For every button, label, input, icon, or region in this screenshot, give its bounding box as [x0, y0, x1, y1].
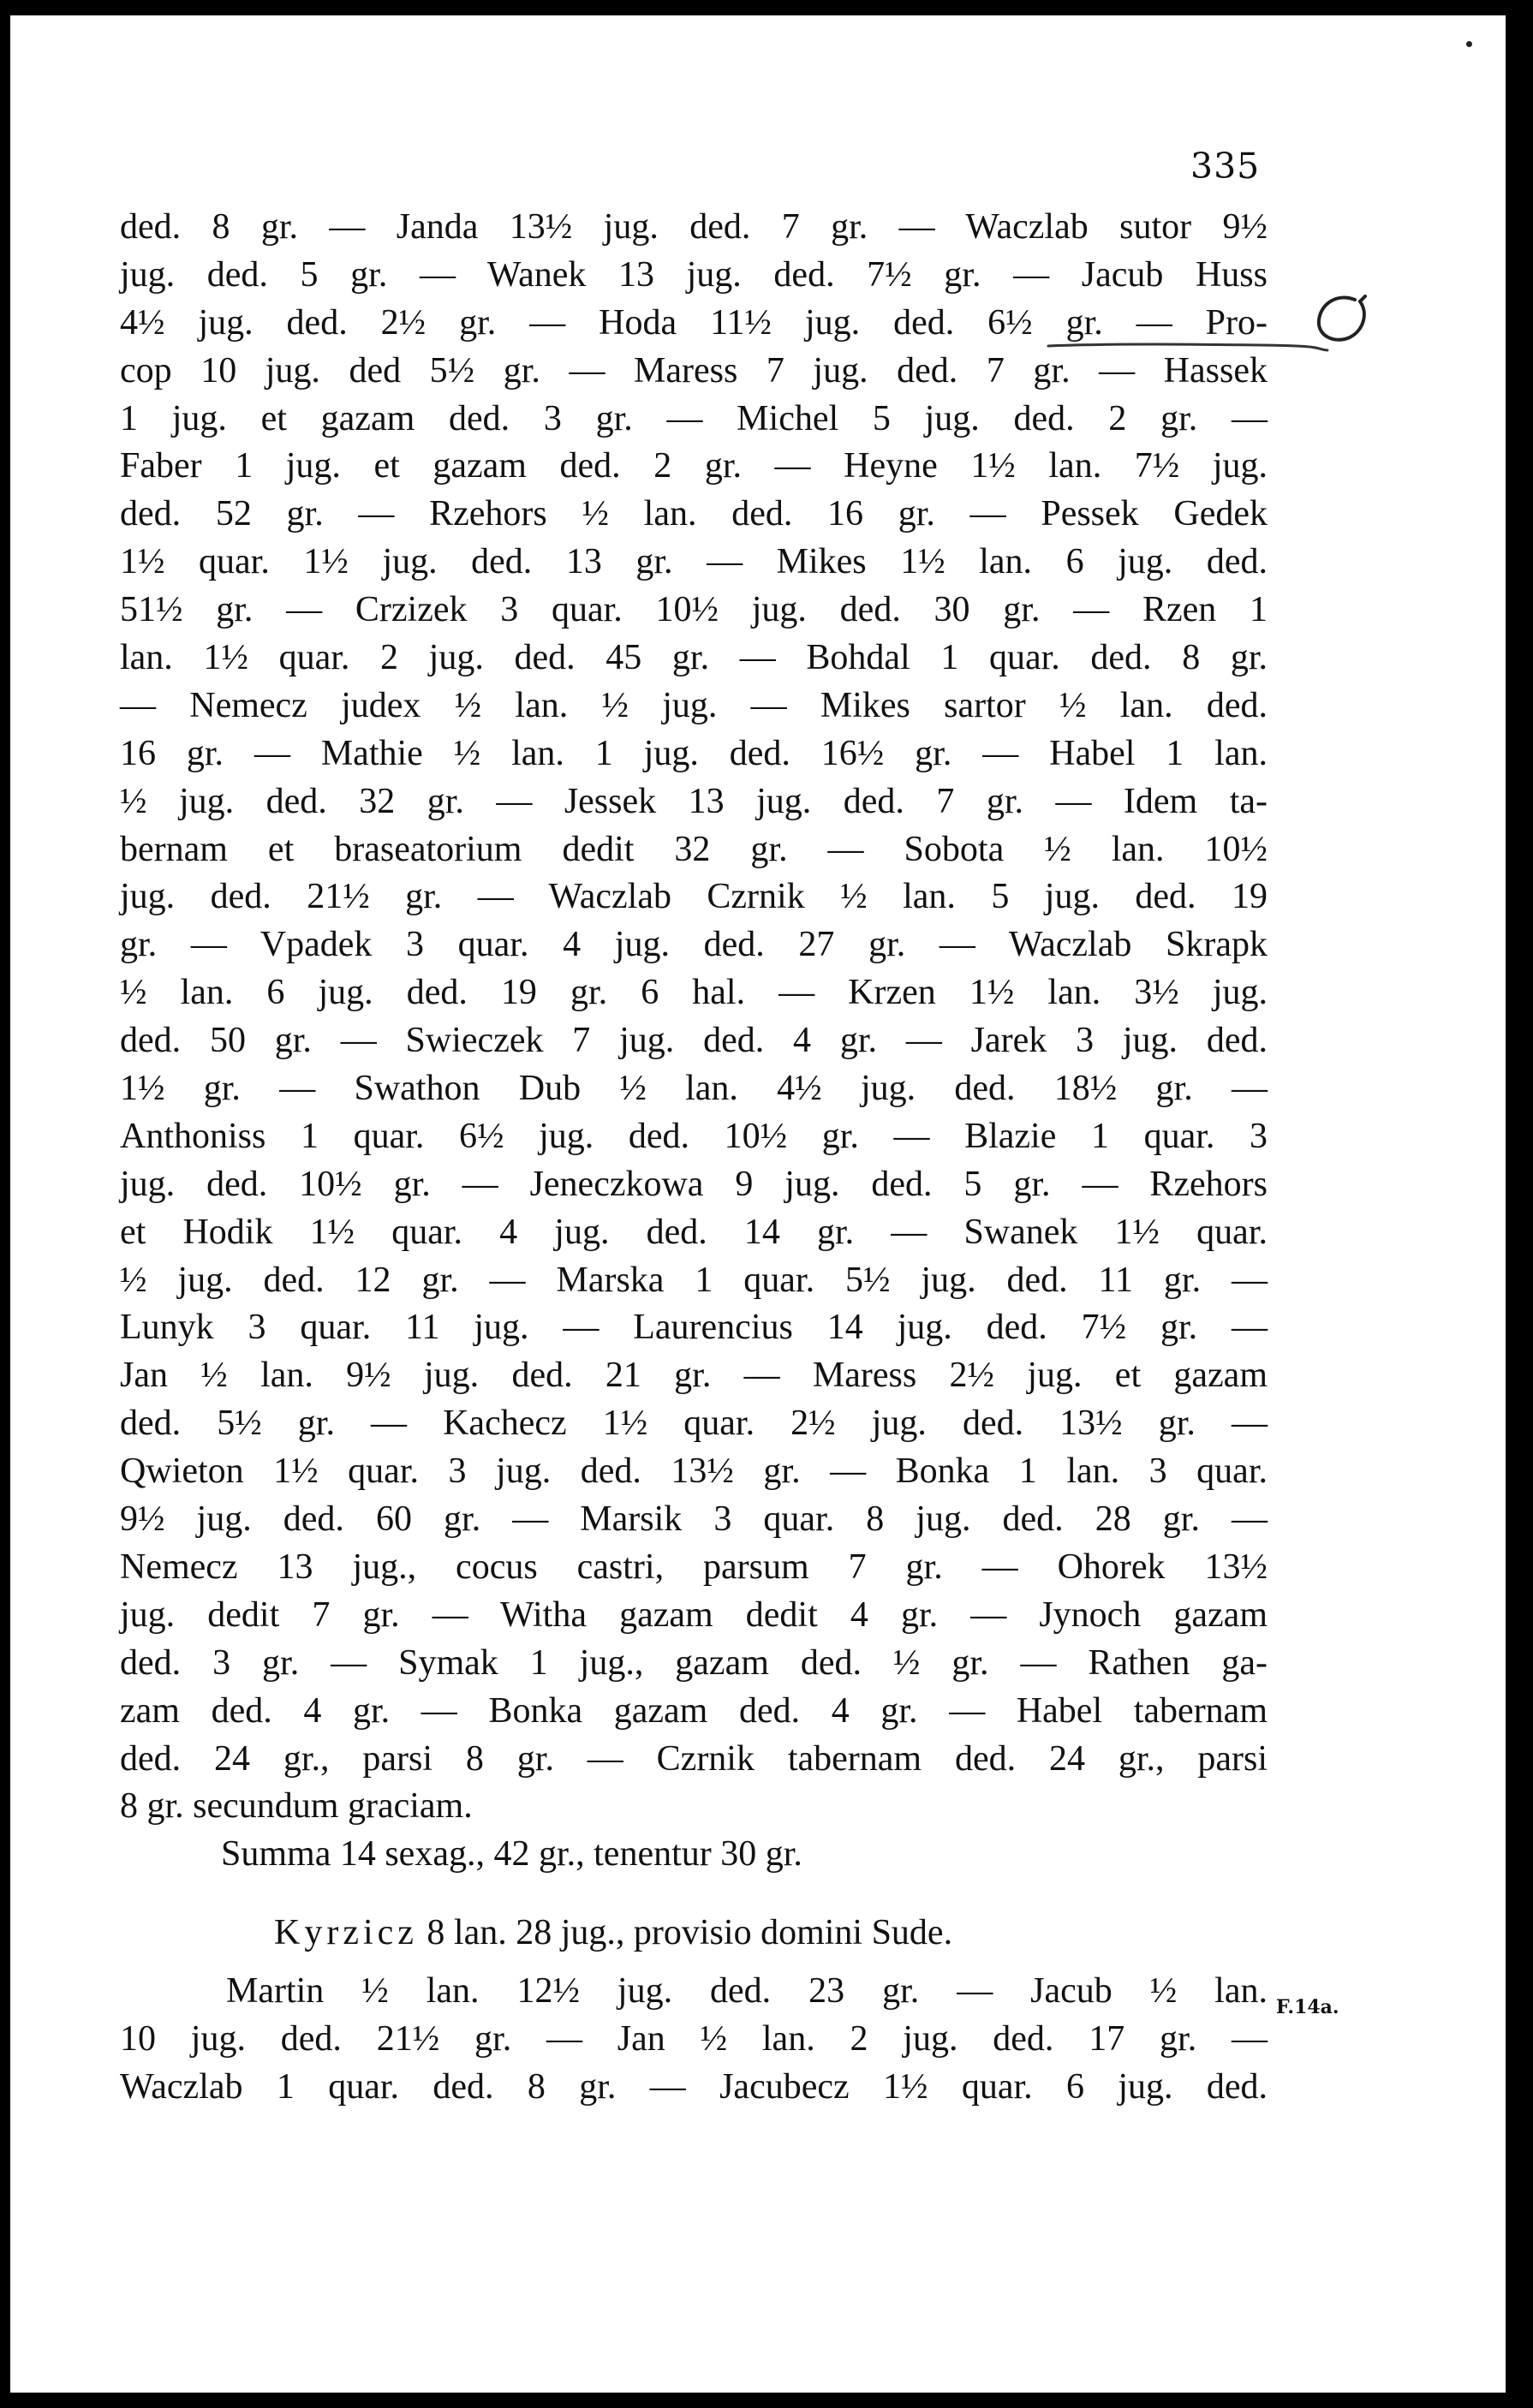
- text-line: 1½ quar. 1½ jug. ded. 13 gr. — Mikes 1½ lan. 6 jug. ded.: [120, 542, 1268, 582]
- text-line: 51½ gr. — Crzizek 3 quar. 10½ jug. ded. 30 gr. — Rzen 1: [120, 590, 1268, 630]
- text-line: cop 10 jug. ded 5½ gr. — Maress 7 jug. ded. 7 gr. — Hassek: [120, 350, 1268, 390]
- text-line: zam ded. 4 gr. — Bonka gazam ded. 4 gr. — Habel tabernam: [120, 1690, 1268, 1731]
- text-line: Nemecz 13 jug., cocus castri, parsum 7 gr. — Ohorek 13½: [120, 1547, 1268, 1587]
- paragraph-line: 10 jug. ded. 21½ gr. — Jan ½ lan. 2 jug. ded. 17 gr. —: [120, 2018, 1268, 2059]
- handwritten-circle-icon: [1312, 289, 1375, 349]
- text-line: ½ lan. 6 jug. ded. 19 gr. 6 hal. — Krzen 1½ lan. 3½ jug.: [120, 973, 1268, 1013]
- paragraph-line: Martin ½ lan. 12½ jug. ded. 23 gr. — Jacub ½ lan.: [226, 1971, 1268, 2012]
- scan-speck: [1466, 41, 1472, 47]
- text-line: 1½ gr. — Swathon Dub ½ lan. 4½ jug. ded. 18½ gr. —: [120, 1069, 1268, 1109]
- text-line: — Nemecz judex ½ lan. ½ jug. — Mikes sartor ½ lan. ded.: [120, 685, 1268, 725]
- text-line: bernam et braseatorium dedit 32 gr. — Sobota ½ lan. 10½: [120, 829, 1268, 869]
- text-line: Lunyk 3 quar. 11 jug. — Laurencius 14 jug. ded. 7½ gr. —: [120, 1308, 1268, 1348]
- text-line: ded. 52 gr. — Rzehors ½ lan. ded. 16 gr. — Pessek Gedek: [120, 494, 1268, 534]
- text-line: gr. — Vpadek 3 quar. 4 jug. ded. 27 gr. — Waczlab Skrapk: [120, 925, 1268, 965]
- text-line: 9½ jug. ded. 60 gr. — Marsik 3 quar. 8 jug. ded. 28 gr. —: [120, 1499, 1268, 1540]
- text-line: lan. 1½ quar. 2 jug. ded. 45 gr. — Bohdal 1 quar. ded. 8 gr.: [120, 638, 1268, 678]
- text-line: ded. 8 gr. — Janda 13½ jug. ded. 7 gr. — Waczlab sutor 9½: [120, 207, 1268, 247]
- text-line: 16 gr. — Mathie ½ lan. 1 jug. ded. 16½ gr. — Habel 1 lan.: [120, 733, 1268, 773]
- text-line: Faber 1 jug. et gazam ded. 2 gr. — Heyne 1½ lan. 7½ jug.: [120, 446, 1268, 486]
- text-line: ded. 50 gr. — Swieczek 7 jug. ded. 4 gr. — Jarek 3 jug. ded.: [120, 1021, 1268, 1061]
- text-line: jug. ded. 21½ gr. — Waczlab Czrnik ½ lan. 5 jug. ded. 19: [120, 877, 1268, 917]
- text-line: ½ jug. ded. 32 gr. — Jessek 13 jug. ded. 7 gr. — Idem ta-: [120, 781, 1268, 821]
- text-line: jug. ded. 5 gr. — Wanek 13 jug. ded. 7½ gr. — Jacub Huss: [120, 254, 1268, 295]
- text-line: 1 jug. et gazam ded. 3 gr. — Michel 5 jug. ded. 2 gr. —: [120, 398, 1268, 438]
- body-text: [120, 204, 1268, 2112]
- summa-line: Summa 14 sexag., 42 gr., tenentur 30 gr.: [221, 1834, 802, 1875]
- scanned-page: [10, 15, 1506, 2393]
- text-line: 8 gr. secundum graciam.: [120, 1786, 473, 1827]
- folio-reference: F.14a.: [1276, 1996, 1339, 2018]
- text-line: jug. ded. 10½ gr. — Jeneczkowa 9 jug. ded. 5 gr. — Rzehors: [120, 1164, 1268, 1204]
- text-line: jug. dedit 7 gr. — Witha gazam dedit 4 gr. — Jynoch gazam: [120, 1594, 1268, 1635]
- text-line: ded. 24 gr., parsi 8 gr. — Czrnik tabernam ded. 24 gr., parsi: [120, 1738, 1268, 1779]
- text-line: Jan ½ lan. 9½ jug. ded. 21 gr. — Maress 2½ jug. et gazam: [120, 1356, 1268, 1396]
- text-line: et Hodik 1½ quar. 4 jug. ded. 14 gr. — Swanek 1½ quar.: [120, 1212, 1268, 1252]
- text-line: ded. 3 gr. — Symak 1 jug., gazam ded. ½ gr. — Rathen ga-: [120, 1642, 1268, 1683]
- section-heading: [120, 1910, 1268, 1958]
- text-line: Anthoniss 1 quar. 6½ jug. ded. 10½ gr. — Blazie 1 quar. 3: [120, 1116, 1268, 1156]
- page-number: 335: [1190, 146, 1261, 187]
- heading-place-name: Kyrzicz: [274, 1913, 418, 1953]
- text-line: ded. 5½ gr. — Kachecz 1½ quar. 2½ jug. ded. 13½ gr. —: [120, 1404, 1268, 1444]
- text-line: Qwieton 1½ quar. 3 jug. ded. 13½ gr. — Bonka 1 lan. 3 quar.: [120, 1451, 1268, 1492]
- handwritten-underline: [1047, 338, 1329, 352]
- heading-details: 8 lan. 28 jug., provisio domini Sude.: [417, 1913, 953, 1953]
- paragraph-line: Waczlab 1 quar. ded. 8 gr. — Jacubecz 1½ quar. 6 jug. ded.: [120, 2066, 1268, 2107]
- text-line: 4½ jug. ded. 2½ gr. — Hoda 11½ jug. ded. 6½ gr. — Pro-: [120, 302, 1268, 343]
- text-line: ½ jug. ded. 12 gr. — Marska 1 quar. 5½ jug. ded. 11 gr. —: [120, 1260, 1268, 1300]
